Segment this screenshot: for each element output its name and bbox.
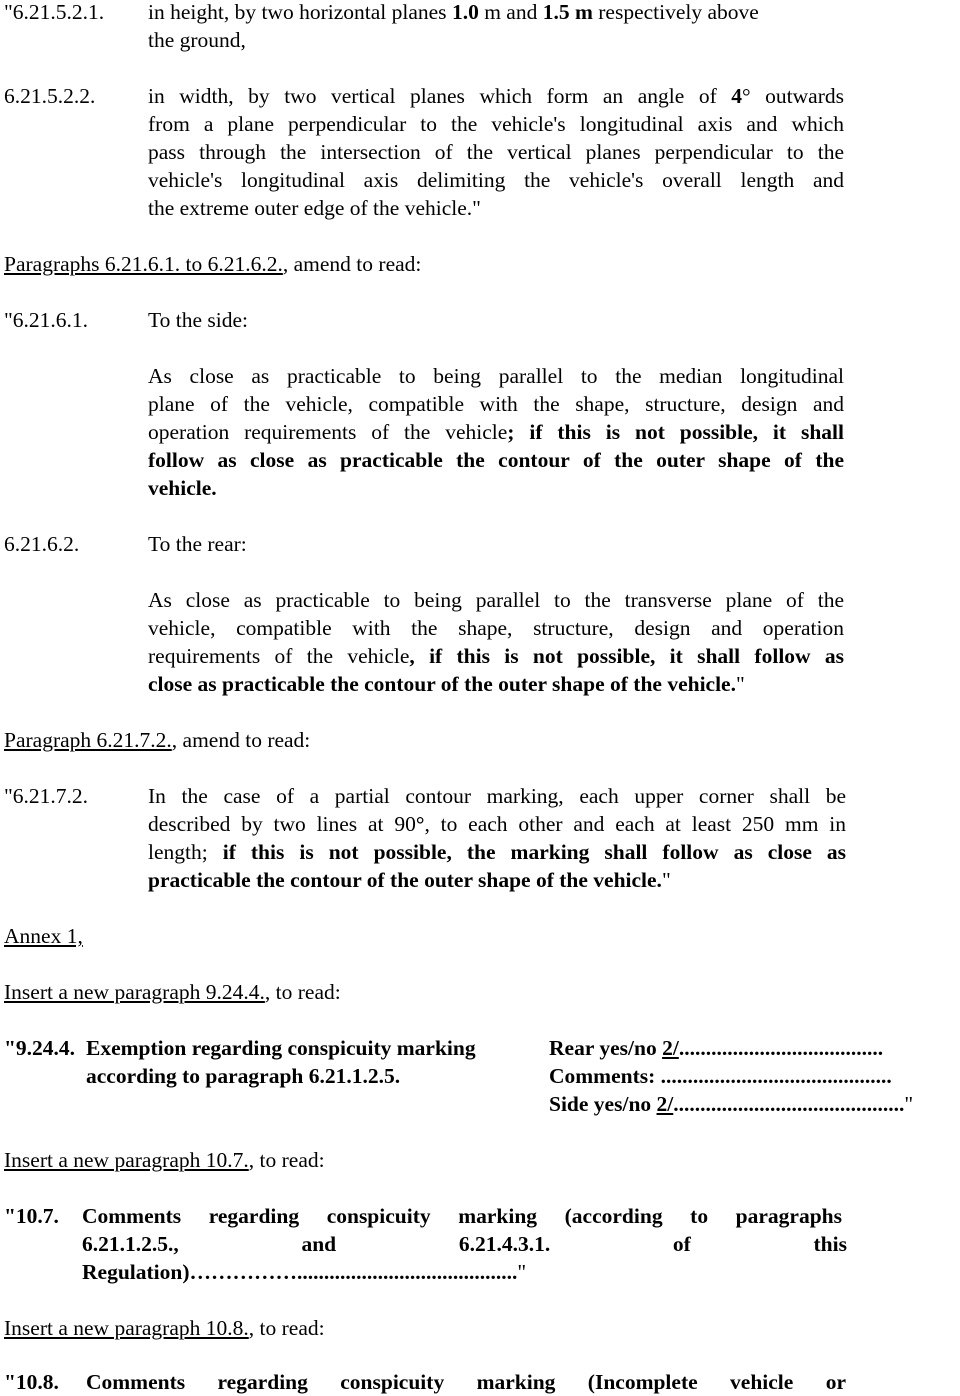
text-line: plane of the vehicle, compatible with the shape, structure, design and — [148, 392, 844, 416]
text-line: length; if this is not possible, the marking shall follow as close as — [148, 840, 847, 864]
text-line: As close as practicable to being parallel to the median longitudinal — [148, 364, 844, 388]
paragraph-heading: To the side: — [148, 308, 249, 332]
text-line: the ground, — [148, 28, 246, 52]
form-field-side: Side yes/no 2/..........................................." — [549, 1092, 914, 1116]
text-line: described by two lines at 90°, to each other and each at least 250 mm in — [148, 812, 846, 836]
text-line: in height, by two horizontal planes 1.0 m and 1.5 m respectively above — [148, 0, 759, 24]
text-line: In the case of a partial contour marking, each upper corner shall be — [148, 784, 846, 808]
text-line: close as practicable the contour of the outer shape of the vehicle." — [148, 672, 745, 696]
text-line: 6.21.1.2.5., and 6.21.4.3.1. of this — [82, 1232, 847, 1256]
text-line: practicable the contour of the outer shape of the vehicle." — [148, 868, 671, 892]
text-line: As close as practicable to being parallel to the transverse plane of the — [148, 588, 844, 612]
text-line: Comments regarding conspicuity marking (Incomplete vehicle or — [86, 1370, 846, 1394]
text-line: vehicle, compatible with the shape, structure, design and operation — [148, 616, 844, 640]
paragraph-number: "6.21.6.1. — [4, 308, 89, 332]
text-line: Exemption regarding conspicuity marking — [86, 1036, 476, 1060]
form-field-rear: Rear yes/no 2/...................................... — [549, 1036, 884, 1060]
text-line: vehicle. — [148, 476, 217, 500]
insert-instruction: Insert a new paragraph 10.7., to read: — [4, 1148, 325, 1172]
text-line: vehicle's longitudinal axis delimiting the vehicle's overall length and — [148, 168, 844, 192]
text-line: according to paragraph 6.21.1.2.5. — [86, 1064, 401, 1088]
text-line: from a plane perpendicular to the vehicle's longitudinal axis and which — [148, 112, 844, 136]
paragraph-number: 6.21.5.2.2. — [4, 84, 96, 108]
paragraph-number: 6.21.6.2. — [4, 532, 80, 556]
text-line: the extreme outer edge of the vehicle." — [148, 196, 481, 220]
paragraph-heading: To the rear: — [148, 532, 247, 556]
paragraph-number: "10.7. — [4, 1204, 59, 1228]
amendment-instruction: Paragraphs 6.21.6.1. to 6.21.6.2., amend to read: — [4, 252, 422, 276]
paragraph-number: "6.21.5.2.1. — [4, 0, 105, 24]
text-line: Regulation)……………........................................." — [82, 1260, 527, 1284]
annex-heading: Annex 1, — [4, 924, 83, 948]
text-line: follow as close as practicable the contour of the outer shape of the — [148, 448, 844, 472]
insert-instruction: Insert a new paragraph 9.24.4., to read: — [4, 980, 341, 1004]
insert-instruction: Insert a new paragraph 10.8., to read: — [4, 1316, 325, 1340]
paragraph-number: "9.24.4. — [4, 1036, 76, 1060]
paragraph-number: "6.21.7.2. — [4, 784, 89, 808]
paragraph-number: "10.8. — [4, 1370, 59, 1394]
text-line: pass through the intersection of the vertical planes perpendicular to the — [148, 140, 844, 164]
amendment-instruction: Paragraph 6.21.7.2., amend to read: — [4, 728, 311, 752]
text-line: operation requirements of the vehicle; if this is not possible, it shall — [148, 420, 844, 444]
text-line: Comments regarding conspicuity marking (according to paragraphs — [82, 1204, 842, 1228]
form-field-comments: Comments: ........................................... — [549, 1064, 892, 1088]
text-line: requirements of the vehicle, if this is not possible, it shall follow as — [148, 644, 844, 668]
text-line: in width, by two vertical planes which form an angle of 4° outwards — [148, 84, 844, 108]
